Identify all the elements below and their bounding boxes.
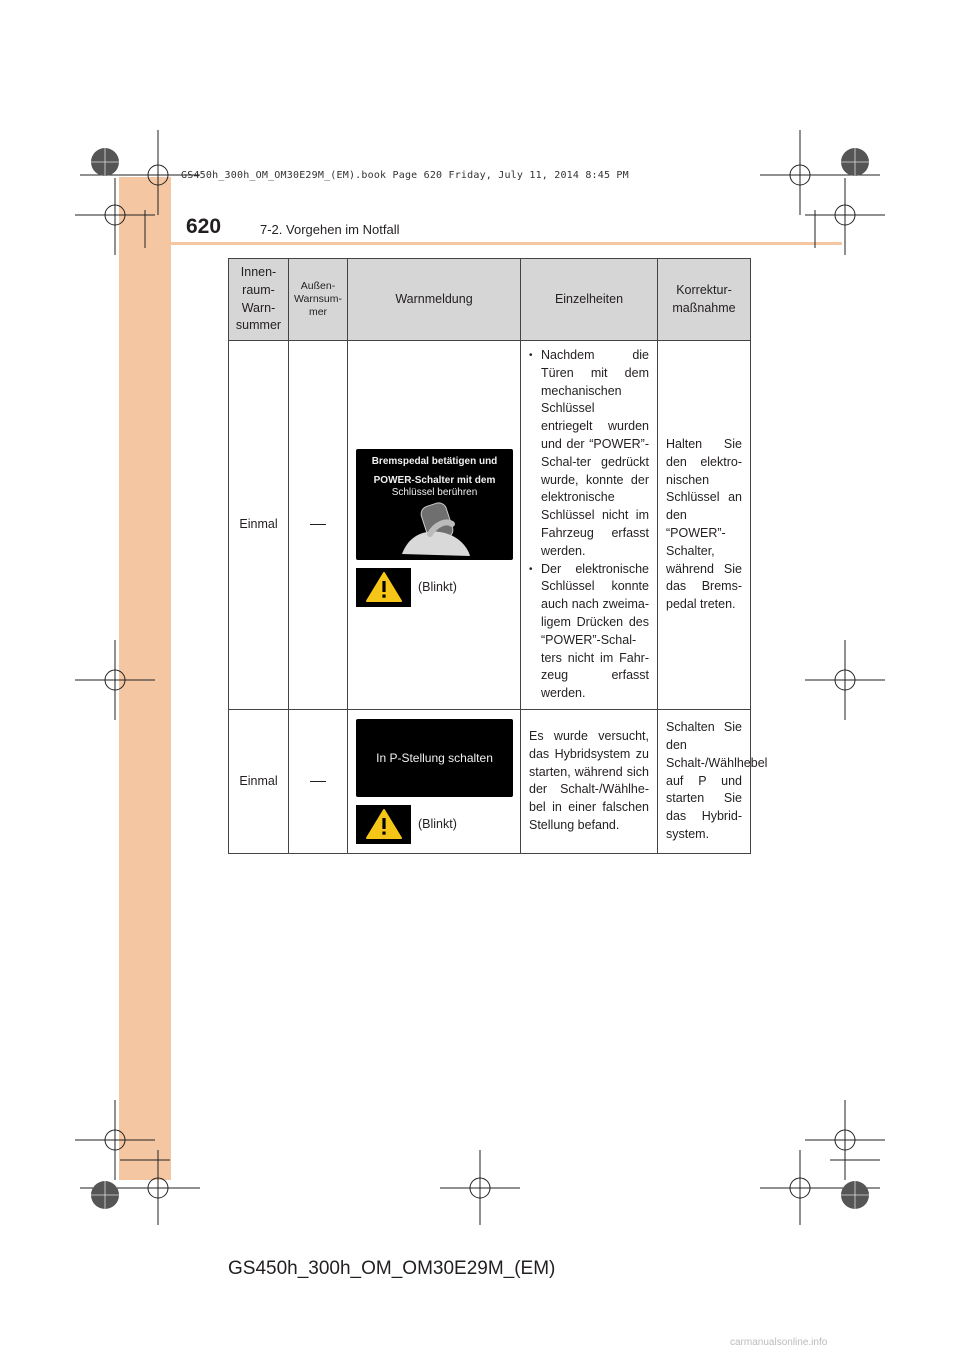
key-touch-icon	[390, 494, 480, 556]
warning-indicator-row	[356, 805, 512, 844]
page-number: 620	[186, 215, 222, 238]
blink-label: (Blinkt)	[418, 579, 457, 594]
details-cell: Es wurde versucht, das Hybridsystem zu starten, während sich der Schalt-/Wählhe-bel in einer falschen Stellung befand.	[521, 709, 658, 853]
details-list	[529, 347, 649, 703]
screen-line: Bremspedal betätigen und	[371, 455, 498, 467]
warning-triangle-icon	[365, 571, 403, 603]
book-meta: GS450h_300h_OM_OM30E29M_(EM).book Page 620 Friday, July 11, 2014 8:45 PM	[181, 170, 629, 181]
warning-triangle-icon	[365, 808, 403, 840]
header-rule	[119, 242, 842, 245]
exterior-buzzer-cell	[289, 341, 348, 710]
warning-box	[356, 568, 411, 607]
header-details: Einzelheiten	[521, 259, 658, 341]
side-strip	[119, 177, 171, 1180]
interior-buzzer-cell: Einmal	[229, 709, 289, 853]
interior-buzzer-cell: Einmal	[229, 341, 289, 710]
blink-label: (Blinkt)	[418, 816, 457, 831]
dash-mark	[310, 524, 326, 525]
warning-indicator-row	[356, 568, 512, 607]
warning-message-cell	[348, 341, 521, 710]
header-exterior-buzzer: Außen-Warnsum-mer	[289, 259, 348, 341]
list-item: • Der elektronische Schlüssel konnte auch nach zweima-ligem Drücken des “POWER”-Schal-ters nicht im Fahr-zeug erfasst werden.	[529, 561, 649, 703]
display-screen	[356, 449, 513, 560]
warning-table	[228, 258, 768, 854]
watermark: carmanualsonline.info	[730, 1337, 828, 1348]
header-interior-buzzer: Innen-raum-Warn-summer	[229, 259, 289, 341]
warning-message-cell	[348, 709, 521, 853]
exterior-buzzer-cell	[289, 709, 348, 853]
list-item: • Nachdem die Türen mit dem mechanischen Schlüssel entriegelt wurden und der “POWER”-Schal-ter gedrückt wurde, konnte der elektronische Schlüssel nicht im Fahrzeug erfasst werden.	[529, 347, 649, 561]
action-cell: Schalten Sie den Schalt-/Wählhebel auf P und starten Sie das Hybrid-system.	[658, 709, 751, 853]
footer-code: GS450h_300h_OM_OM30E29M_(EM)	[228, 1258, 556, 1279]
table-row	[229, 709, 751, 853]
header-corrective-action: Korrektur-maßnahme	[658, 259, 751, 341]
dash-mark	[310, 781, 326, 782]
screen-line: Schlüssel berühren	[391, 486, 478, 498]
warning-box	[356, 805, 411, 844]
table-row	[229, 341, 751, 710]
table-header-row	[229, 259, 751, 341]
display-screen: In P-Stellung schalten	[356, 719, 513, 797]
header-warning-message: Warnmeldung	[348, 259, 521, 341]
screen-line: POWER-Schalter mit dem	[373, 474, 496, 486]
action-cell: Halten Sie den elektro-nischen Schlüssel an den “POWER”-Schalter, während Sie das Brems-pedal treten.	[658, 341, 751, 710]
section-title: 7-2. Vorgehen im Notfall	[260, 222, 400, 237]
details-cell	[521, 341, 658, 710]
